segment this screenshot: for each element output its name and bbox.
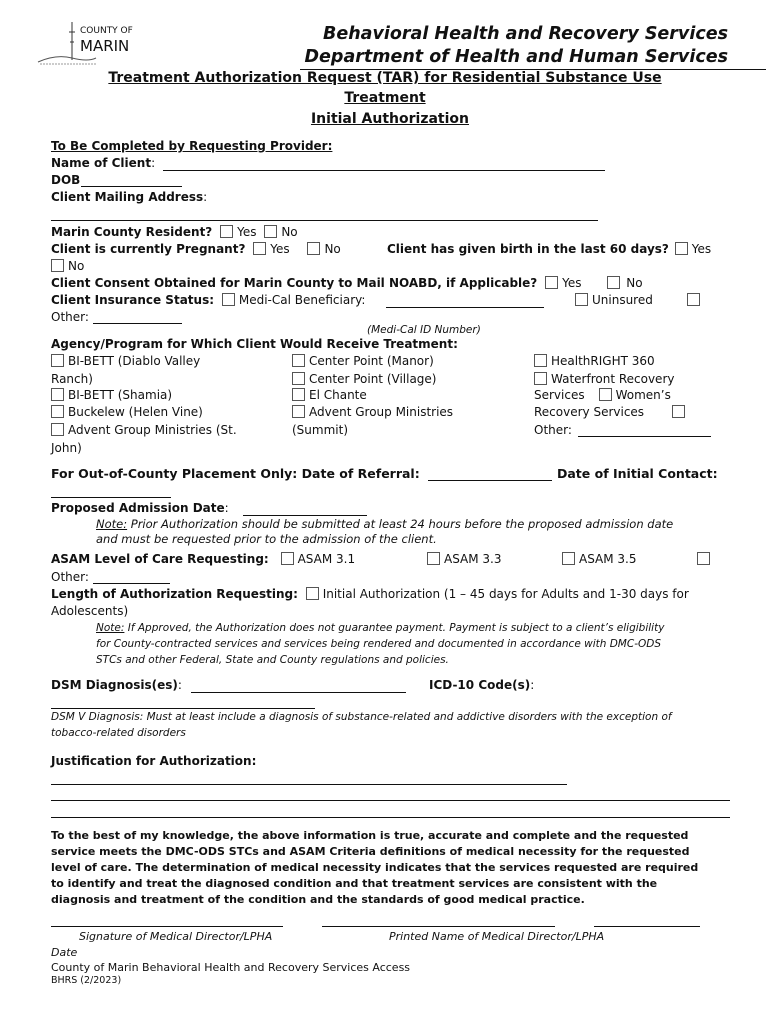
agency-label: Buckelew (Helen Vine) xyxy=(68,405,203,419)
resident-no-checkbox[interactable] xyxy=(264,225,277,238)
length-label: Length of Authorization Requesting: xyxy=(51,587,298,601)
insurance-other-field[interactable] xyxy=(93,323,182,324)
colon: : xyxy=(530,678,535,692)
mailing-address-field[interactable] xyxy=(51,220,598,221)
mailing-label: Client Mailing Address xyxy=(51,190,204,204)
agency-col3-item2 xyxy=(530,372,674,386)
bibett-diablo-checkbox[interactable] xyxy=(51,354,64,367)
client-name-label: Name of Client xyxy=(51,156,152,170)
agency-other-checkbox[interactable] xyxy=(672,405,685,418)
attestation-line4: to identify and treat the diagnosed condition and that treatment services are consistent with the xyxy=(51,877,658,890)
agency-label: Center Point (Manor) xyxy=(309,354,434,368)
resident-yes-checkbox[interactable] xyxy=(220,225,233,238)
asam-other-field[interactable] xyxy=(93,583,170,584)
insurance-other-checkbox[interactable] xyxy=(687,293,700,306)
dob-field[interactable] xyxy=(81,186,182,187)
el-chante-checkbox[interactable] xyxy=(292,388,305,401)
asam-other-checkbox[interactable] xyxy=(697,552,710,565)
printed-name-label: Printed Name of Medical Director/LPHA xyxy=(389,930,605,943)
medical-id-caption: (Medi-Cal ID Number) xyxy=(367,324,481,336)
note-text: Prior Authorization should be submitted at least 24 hours before the proposed admission date xyxy=(127,517,674,531)
agency-label: Ranch) xyxy=(51,372,93,386)
advent-summit-checkbox[interactable] xyxy=(292,405,305,418)
agency-label: Services xyxy=(534,388,585,402)
agency-label: BI-BETT (Shamia) xyxy=(68,388,173,402)
medical-checkbox[interactable] xyxy=(222,293,235,306)
asam-35-checkbox[interactable] xyxy=(562,552,575,565)
agency-col2-item3 xyxy=(288,388,367,402)
consent-no-label: No xyxy=(626,276,643,290)
agency-other-label: Other: xyxy=(534,423,572,437)
colon: : xyxy=(177,678,182,692)
asam-31-label: ASAM 3.1 xyxy=(297,552,356,566)
pregnant-row xyxy=(51,242,341,256)
dsm-label: DSM Diagnosis(es) xyxy=(51,678,178,692)
birth-yes-checkbox[interactable] xyxy=(675,242,688,255)
insurance-label: Client Insurance Status: xyxy=(51,293,215,307)
birth-no-label: No xyxy=(68,259,85,273)
form-title-line2: Treatment xyxy=(344,90,426,106)
agency-other-field[interactable] xyxy=(578,436,711,437)
justification-label: Justification for Authorization: xyxy=(51,754,257,768)
logo-line2: MARIN xyxy=(80,37,130,55)
consent-row xyxy=(51,276,643,290)
resident-yes-label: Yes xyxy=(237,225,257,239)
colon: : xyxy=(224,501,229,515)
agency-label: Women’s xyxy=(615,388,671,402)
waterfront-checkbox[interactable] xyxy=(534,372,547,385)
agency-col3-item3 xyxy=(534,388,671,402)
initial-auth-checkbox[interactable] xyxy=(306,587,319,600)
admission-note-line2: and must be requested prior to the admission of the client. xyxy=(96,532,437,546)
mailing-row xyxy=(51,190,207,204)
birth-no-row xyxy=(47,259,84,273)
agency-label: (Summit) xyxy=(292,423,349,437)
attestation-line3: level of care. The determination of medical necessity indicates that the services requested are required xyxy=(51,861,699,874)
justification-field-line2[interactable] xyxy=(51,800,730,801)
form-title-line3: Initial Authorization xyxy=(310,111,470,127)
client-name-row xyxy=(51,156,155,170)
womens-checkbox[interactable] xyxy=(599,388,612,401)
agency-label: John) xyxy=(51,441,82,455)
medical-id-field[interactable] xyxy=(386,307,544,308)
asam-other-label: Other: xyxy=(51,570,89,584)
insurance-other-label: Other: xyxy=(51,310,89,324)
agency-col3-item1 xyxy=(530,354,655,368)
asam-33-row xyxy=(423,552,502,566)
icd-field[interactable] xyxy=(51,708,315,709)
footer-line1: County of Marin Behavioral Health and Recovery Services Access xyxy=(51,961,411,974)
consent-yes-checkbox[interactable] xyxy=(545,276,558,289)
length-row xyxy=(51,587,689,601)
justification-field-line1[interactable] xyxy=(51,784,567,785)
asam-row xyxy=(51,552,355,566)
insurance-other-checkbox-wrap xyxy=(683,293,704,307)
asam-31-checkbox[interactable] xyxy=(281,552,294,565)
signature-date-field[interactable] xyxy=(594,926,700,927)
medical-label: Medi-Cal Beneficiary: xyxy=(238,293,366,307)
length-note-line2: for County-contracted services and services being rendered and documented in accordance with DMC-ODS xyxy=(96,638,662,650)
birth-yes-label: Yes xyxy=(691,242,712,256)
colon: : xyxy=(151,156,156,170)
asam-33-label: ASAM 3.3 xyxy=(444,552,502,566)
centerpoint-village-checkbox[interactable] xyxy=(292,372,305,385)
county-logo xyxy=(36,18,146,66)
note-prefix: Note: xyxy=(96,622,125,634)
length-note xyxy=(96,622,664,635)
agency-col1-item1 xyxy=(47,354,200,368)
asam-other-cb-row xyxy=(693,552,714,566)
asam-35-row xyxy=(558,552,637,566)
birth-no-checkbox[interactable] xyxy=(51,259,64,272)
buckelew-checkbox[interactable] xyxy=(51,405,64,418)
asam-35-label: ASAM 3.5 xyxy=(579,552,637,566)
dsm-row xyxy=(51,678,182,692)
pregnant-no-label: No xyxy=(324,242,341,256)
agency-label: Advent Group Ministries (St. xyxy=(68,423,237,437)
bibett-shamia-checkbox[interactable] xyxy=(51,388,64,401)
logo-line1: COUNTY OF xyxy=(80,26,133,36)
org-name-line1: Behavioral Health and Recovery Services xyxy=(322,24,728,44)
agency-label: Advent Group Ministries xyxy=(309,405,454,419)
colon: : xyxy=(203,190,208,204)
agency-label: BI-BETT (Diablo Valley xyxy=(68,354,201,368)
referral-date-label: For Out-of-County Placement Only: Date of Referral: xyxy=(51,466,420,481)
client-name-field[interactable] xyxy=(163,170,605,171)
attestation-line2: service meets the DMC-ODS STCs and ASAM Criteria definitions of medical necessity for the requested xyxy=(51,845,690,858)
signature-field[interactable] xyxy=(51,926,283,927)
attestation-line1: To the best of my knowledge, the above information is true, accurate and complete and the requested xyxy=(51,829,689,842)
agency-col2-item1 xyxy=(288,354,434,368)
healthright-checkbox[interactable] xyxy=(534,354,547,367)
asam-label: ASAM Level of Care Requesting: xyxy=(51,552,269,566)
insurance-row xyxy=(51,293,365,307)
centerpoint-manor-checkbox[interactable] xyxy=(292,354,305,367)
birth-row xyxy=(387,242,711,256)
uninsured-checkbox[interactable] xyxy=(575,293,588,306)
agency-label: Center Point (Village) xyxy=(309,372,437,386)
initial-auth-label: Initial Authorization (1 – 45 days for Adults and 1-30 days for xyxy=(322,587,689,601)
provider-heading: To Be Completed by Requesting Provider: xyxy=(51,139,333,153)
resident-no-label: No xyxy=(281,225,298,239)
uninsured-label: Uninsured xyxy=(592,293,653,307)
note-prefix: Note: xyxy=(96,517,128,531)
dsm-note-line1: DSM V Diagnosis: Must at least include a diagnosis of substance-related and addictive disorders with the exception of xyxy=(51,711,672,723)
agency-col3-item4 xyxy=(534,405,689,419)
consent-yes-label: Yes xyxy=(562,276,582,290)
resident-label: Marin County Resident? xyxy=(51,225,213,239)
signature-label: Signature of Medical Director/LPHA xyxy=(79,930,273,943)
footer-line2: BHRS (2/2023) xyxy=(51,975,122,986)
pregnant-label: Client is currently Pregnant? xyxy=(51,242,246,256)
attestation-line5: diagnosis and treatment of the condition and the standards of good medical practice. xyxy=(51,893,585,906)
length-note-line3: STCs and other Federal, State and County regulations and policies. xyxy=(96,654,449,666)
dsm-note-line2: tobacco-related disorders xyxy=(51,727,186,739)
uninsured-row xyxy=(571,293,653,307)
justification-field-line3[interactable] xyxy=(51,817,730,818)
agency-label: Waterfront Recovery xyxy=(551,372,675,386)
note-text: If Approved, the Authorization does not guarantee payment. Payment is subject to a client’s eligibility xyxy=(124,622,665,634)
agency-col1-item3 xyxy=(47,405,203,419)
pregnant-yes-checkbox[interactable] xyxy=(253,242,266,255)
icd-label: ICD-10 Code(s) xyxy=(429,678,531,692)
agency-col1-item2 xyxy=(47,388,172,402)
admission-date-field[interactable] xyxy=(243,515,367,516)
org-name-line2: Department of Health and Human Services xyxy=(304,47,728,67)
consent-label: Client Consent Obtained for Marin County to Mail NOABD, if Applicable? xyxy=(51,276,538,290)
agency-heading: Agency/Program for Which Client Would Receive Treatment: xyxy=(51,337,458,351)
agency-col1-item4 xyxy=(47,423,237,437)
printed-name-field[interactable] xyxy=(322,926,555,927)
date-label: Date xyxy=(51,946,78,959)
dsm-field[interactable] xyxy=(191,692,406,693)
form-title-line1: Treatment Authorization Request (TAR) for Residential Substance Use xyxy=(108,70,662,86)
advent-st-john-checkbox[interactable] xyxy=(51,423,64,436)
resident-row xyxy=(51,225,298,239)
initial-contact-field[interactable] xyxy=(51,497,171,498)
agency-label: El Chante xyxy=(309,388,367,402)
consent-no-checkbox[interactable] xyxy=(607,276,620,289)
admission-note xyxy=(96,518,673,532)
admission-label: Proposed Admission Date xyxy=(51,501,225,515)
agency-label: HealthRIGHT 360 xyxy=(551,354,655,368)
agency-col2-item4 xyxy=(288,405,453,419)
length-label-line2: Adolescents) xyxy=(51,604,129,618)
pregnant-yes-label: Yes xyxy=(270,242,290,256)
admission-row xyxy=(51,501,229,515)
asam-33-checkbox[interactable] xyxy=(427,552,440,565)
birth-label: Client has given birth in the last 60 days? xyxy=(387,242,669,256)
referral-date-field[interactable] xyxy=(428,480,552,481)
agency-label: Recovery Services xyxy=(534,405,645,419)
icd-row xyxy=(429,678,534,692)
agency-col2-item2 xyxy=(288,372,436,386)
pregnant-no-checkbox[interactable] xyxy=(307,242,320,255)
dob-label: DOB xyxy=(51,173,81,187)
initial-contact-label: Date of Initial Contact: xyxy=(557,466,718,481)
